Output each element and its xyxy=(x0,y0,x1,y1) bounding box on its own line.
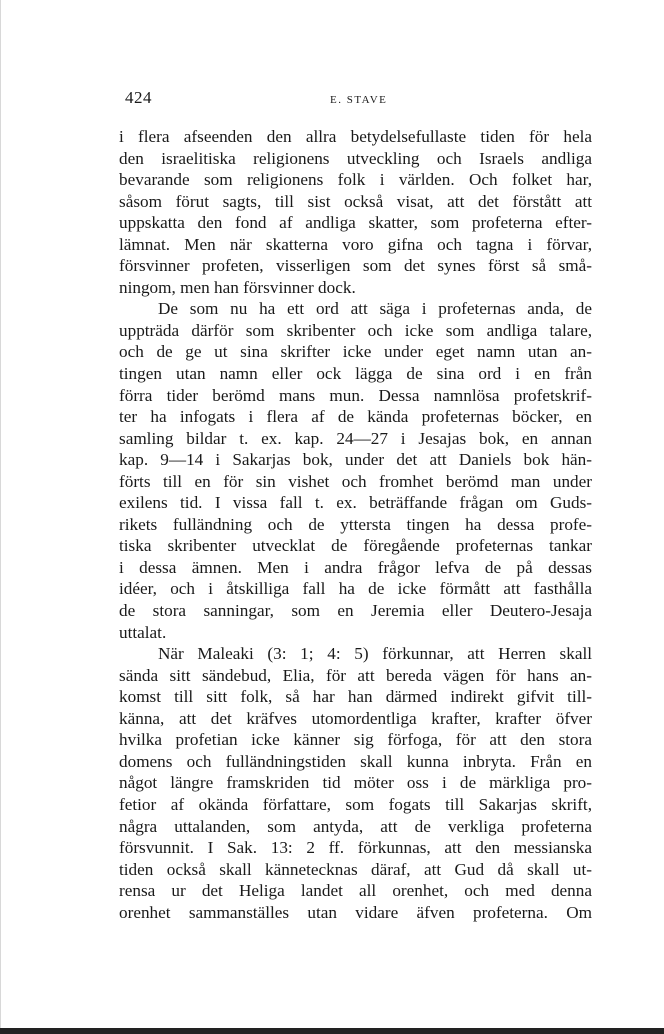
running-title: E. STAVE xyxy=(330,94,388,106)
text-line: De som nu ha ett ord att säga i profeternas anda, de xyxy=(158,299,592,319)
scan-left-edge xyxy=(0,0,1,1034)
text-line: fetior af okända författare, som fogats till Sakarjas skrift, xyxy=(119,794,592,814)
text-line: När Maleaki (3: 1; 4: 5) förkunnar, att Herren skall xyxy=(158,644,592,664)
text-line: rikets fulländning och de yttersta tingen ha dessa profe- xyxy=(119,514,592,534)
text-line: samling bildar t. ex. kap. 24—27 i Jesajas bok, en annan xyxy=(119,428,592,448)
text-line: i flera afseenden den allra betydelsefullaste tiden för hela xyxy=(119,127,592,146)
text-line: de stora sanningar, som en Jeremia eller Deutero-Jesaja xyxy=(119,601,592,621)
text-line: känna, att det kräfves utomordentliga krafter, krafter öfver xyxy=(119,708,592,728)
text-line: något längre framskriden tid möter oss i de märkliga pro- xyxy=(119,773,592,793)
text-line: bevarande som religionens folk i världen. Och folket har, xyxy=(119,170,592,190)
text-line: tiden också skall kännetecknas däraf, att Gud då skall ut- xyxy=(119,859,592,879)
text-line: några uttalanden, som antyda, att de verkliga profeterna xyxy=(119,816,592,836)
scan-bottom-border xyxy=(0,1028,664,1034)
text-line: försvunnit. I Sak. 13: 2 ff. förkunnas, att den messianska xyxy=(119,838,592,858)
text-line: och de ge ut sina skrifter icke under eget namn utan an- xyxy=(119,342,592,362)
text-line: rensa ur det Heliga landet all orenhet, och med denna xyxy=(119,881,592,901)
text-line: den israelitiska religionens utveckling och Israels andliga xyxy=(119,148,592,168)
text-line: lämnat. Men när skatterna voro gifna och tagna i förvar, xyxy=(119,234,592,254)
text-line: tingen utan namn eller ock lägga de sina ord i en från xyxy=(119,364,592,384)
text-line: uppskatta den fond af andliga skatter, som profeterna efter- xyxy=(119,213,592,233)
text-line: uppträda därför som skribenter och icke som andliga talare, xyxy=(119,320,592,340)
text-line: domens och fulländningstiden skall kunna inbryta. Från en xyxy=(119,751,592,771)
text-line: ningom, men han försvinner dock. xyxy=(119,277,356,297)
text-line: komst till sitt folk, så har han därmed indirekt gifvit till- xyxy=(119,687,592,707)
text-line: kap. 9—14 i Sakarjas bok, under det att Daniels bok hän- xyxy=(119,450,592,470)
text-line: idéer, och i åtskilliga fall ha de icke förmått att fasthålla xyxy=(119,579,592,599)
text-line: sända sitt sändebud, Elia, för att bereda vägen för hans an- xyxy=(119,665,592,685)
text-line: exilens tid. I vissa fall t. ex. beträffande frågan om Guds- xyxy=(119,493,592,513)
text-line: ter ha infogats i flera af de kända profeternas böcker, en xyxy=(119,407,592,427)
page-number: 424 xyxy=(125,88,152,107)
text-line: orenhet sammanställes utan vidare äfven profeterna. Om xyxy=(119,902,592,922)
text-line: hvilka profetian icke känner sig förfoga, för att den stora xyxy=(119,730,592,750)
text-line: förts till en för sin vishet och fromhet berömd man under xyxy=(119,471,592,491)
text-line: förra tider berömd mans mun. Dessa namnlösa profetskrif- xyxy=(119,385,592,405)
text-line: såsom förut sagts, till sist också visat, att det förstått att xyxy=(119,191,592,211)
text-line: uttalat. xyxy=(119,622,167,642)
body-text xyxy=(119,126,592,923)
text-line: tiska skribenter utvecklat de föregående profeternas tankar xyxy=(119,536,592,556)
text-line: i dessa ämnen. Men i andra frågor lefva de på dessas xyxy=(119,557,592,577)
text-line: försvinner profeten, visserligen som det synes först så små- xyxy=(119,256,592,276)
